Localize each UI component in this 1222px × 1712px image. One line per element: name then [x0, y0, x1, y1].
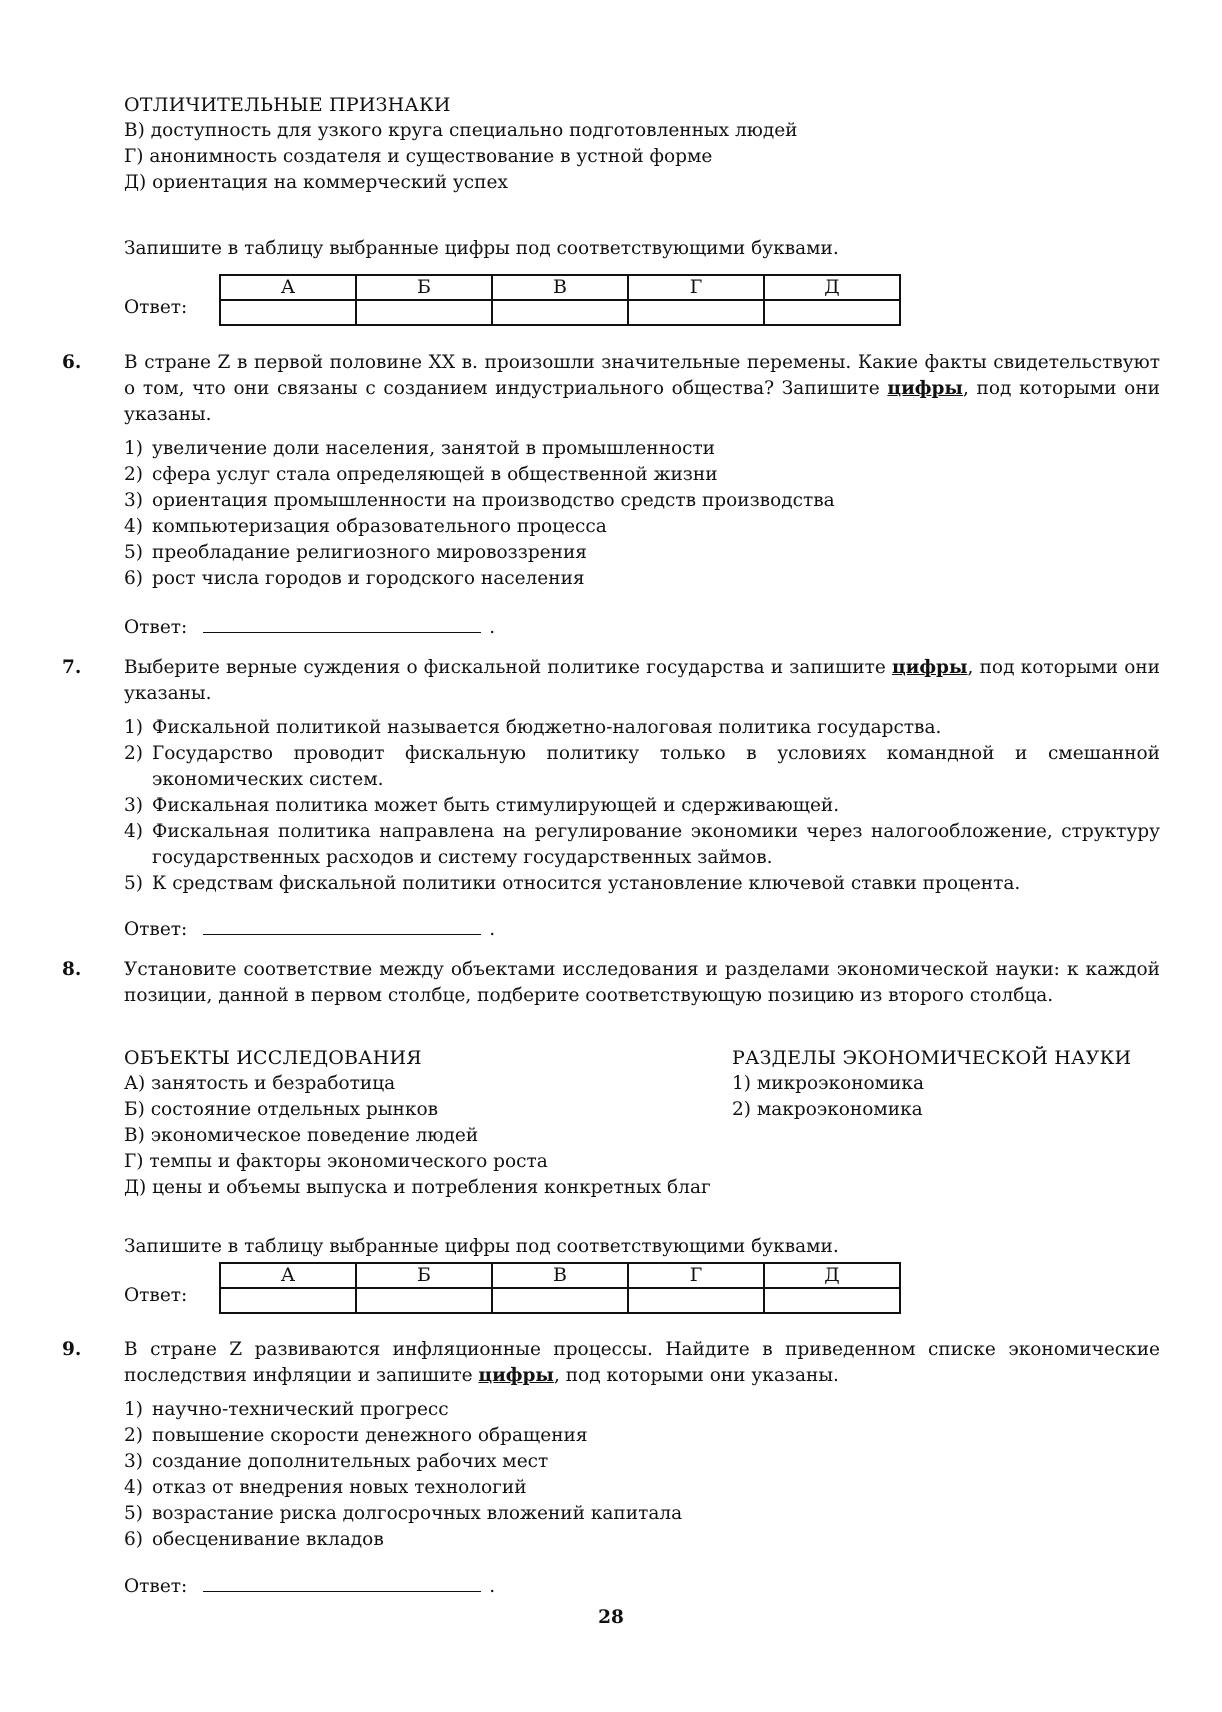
- list-item: 6) обесценивание вкладов: [124, 1529, 384, 1550]
- answer-field: Ответ: .: [124, 916, 495, 943]
- sections-column: [732, 1045, 1172, 1123]
- answer-cell[interactable]: [492, 1288, 628, 1313]
- question-number: 7.: [62, 657, 82, 678]
- list-item: В) экономическое поведение людей: [124, 1125, 479, 1146]
- question-8: [62, 957, 1160, 1009]
- table-header: Д: [764, 275, 900, 300]
- answer-table: [219, 274, 901, 326]
- instruction: Запишите в таблицу выбранные цифры под соответствующими буквами.: [124, 1236, 839, 1257]
- objects-column: [124, 1045, 711, 1201]
- table-header: А: [220, 275, 356, 300]
- question-text: В стране Z в первой половине XX в. произошли значительные перемены. Какие факты свидетельствуют о том, что они связаны с созданием индустриального общества? Запишите цифры, под которыми они указаны.: [124, 352, 1160, 425]
- list-item: 1) увеличение доли населения, занятой в промышленности: [124, 438, 716, 459]
- answer-cell[interactable]: [356, 1288, 492, 1313]
- list-item: 2) макроэкономика: [732, 1099, 923, 1120]
- list-item: 1) микроэкономика: [732, 1073, 924, 1094]
- answer-field: Ответ: .: [124, 1573, 495, 1600]
- table-header: А: [220, 1263, 356, 1288]
- table-header: Г: [628, 275, 764, 300]
- answer-label: Ответ:: [124, 1285, 188, 1306]
- table-header: Б: [356, 1263, 492, 1288]
- question-text: В стране Z развиваются инфляционные процессы. Найдите в приведенном списке экономические последствия инфляции и запишите цифры, под которыми они указаны.: [124, 1339, 1160, 1386]
- instruction: Запишите в таблицу выбранные цифры под соответствующими буквами.: [124, 238, 839, 259]
- table-header: Д: [764, 1263, 900, 1288]
- table-header: Б: [356, 275, 492, 300]
- list-item: 1) Фискальной политикой называется бюджетно-налоговая политика государства.: [124, 717, 942, 738]
- answer-cell[interactable]: [220, 300, 356, 325]
- list-item: Д) ориентация на коммерческий успех: [124, 172, 508, 193]
- answer-label: Ответ:: [124, 297, 188, 318]
- list-item: 3) Фискальная политика может быть стимулирующей и сдерживающей.: [124, 795, 840, 816]
- list-item: 6) рост числа городов и городского населения: [124, 568, 585, 589]
- question-text: Выберите верные суждения о фискальной политике государства и запишите цифры, под которыми они указаны.: [124, 657, 1160, 704]
- answer-input[interactable]: [203, 614, 481, 633]
- answer-cell[interactable]: [220, 1288, 356, 1313]
- column-heading: РАЗДЕЛЫ ЭКОНОМИЧЕСКОЙ НАУКИ: [732, 1047, 1132, 1069]
- list-item: 2) Государство проводит фискальную политику только в условиях командной и смешанной экономических систем.: [124, 743, 1160, 790]
- list-item: В) доступность для узкого круга специально подготовленных людей: [124, 120, 798, 141]
- list-item: 5) преобладание религиозного мировоззрения: [124, 542, 587, 563]
- answer-cell[interactable]: [356, 300, 492, 325]
- answer-field: Ответ: .: [124, 614, 495, 641]
- question-number: 6.: [62, 352, 82, 373]
- question-9: [62, 1337, 1160, 1553]
- column-heading: ОБЪЕКТЫ ИССЛЕДОВАНИЯ: [124, 1047, 422, 1069]
- question-6: [62, 350, 1160, 592]
- answer-cell[interactable]: [492, 300, 628, 325]
- question-number: 8.: [62, 959, 82, 980]
- question-7: [62, 655, 1160, 897]
- page-number: 28: [598, 1607, 624, 1628]
- answer-cell[interactable]: [628, 300, 764, 325]
- list-item: Г) темпы и факторы экономического роста: [124, 1151, 548, 1172]
- question-text: Установите соответствие между объектами исследования и разделами экономической науки: к каждой позиции, данной в первом столбце, подберите соответствующую позицию из второго столбца.: [124, 959, 1160, 1006]
- table-header: В: [492, 1263, 628, 1288]
- answer-cell[interactable]: [628, 1288, 764, 1313]
- table-header: Г: [628, 1263, 764, 1288]
- table-header: В: [492, 275, 628, 300]
- list-item: 3) создание дополнительных рабочих мест: [124, 1451, 549, 1472]
- list-item: 4) Фискальная политика направлена на регулирование экономики через налогообложение, структуру государственных расходов и систему государственных займов.: [124, 821, 1160, 868]
- list-item: 5) возрастание риска долгосрочных вложений капитала: [124, 1503, 683, 1524]
- answer-input[interactable]: [203, 1573, 481, 1592]
- list-item: 5) К средствам фискальной политики относится установление ключевой ставки процента.: [124, 873, 1021, 894]
- prev-question-continuation: [124, 92, 824, 196]
- list-item: 2) сфера услуг стала определяющей в общественной жизни: [124, 464, 718, 485]
- question-number: 9.: [62, 1339, 82, 1360]
- answer-cell[interactable]: [764, 300, 900, 325]
- answer-table: [219, 1262, 901, 1314]
- list-item: 4) отказ от внедрения новых технологий: [124, 1477, 527, 1498]
- list-item: Б) состояние отдельных рынков: [124, 1099, 439, 1120]
- list-item: 4) компьютеризация образовательного процесса: [124, 516, 607, 537]
- list-item: 2) повышение скорости денежного обращения: [124, 1425, 588, 1446]
- list-item: Г) анонимность создателя и существование в устной форме: [124, 146, 713, 167]
- list-item: 1) научно-технический прогресс: [124, 1399, 449, 1420]
- list-item: 3) ориентация промышленности на производство средств производства: [124, 490, 835, 511]
- answer-input[interactable]: [203, 916, 481, 935]
- answer-cell[interactable]: [764, 1288, 900, 1313]
- list-item: А) занятость и безработица: [124, 1073, 396, 1094]
- section-heading: ОТЛИЧИТЕЛЬНЫЕ ПРИЗНАКИ: [124, 94, 451, 116]
- list-item: Д) цены и объемы выпуска и потребления конкретных благ: [124, 1177, 711, 1198]
